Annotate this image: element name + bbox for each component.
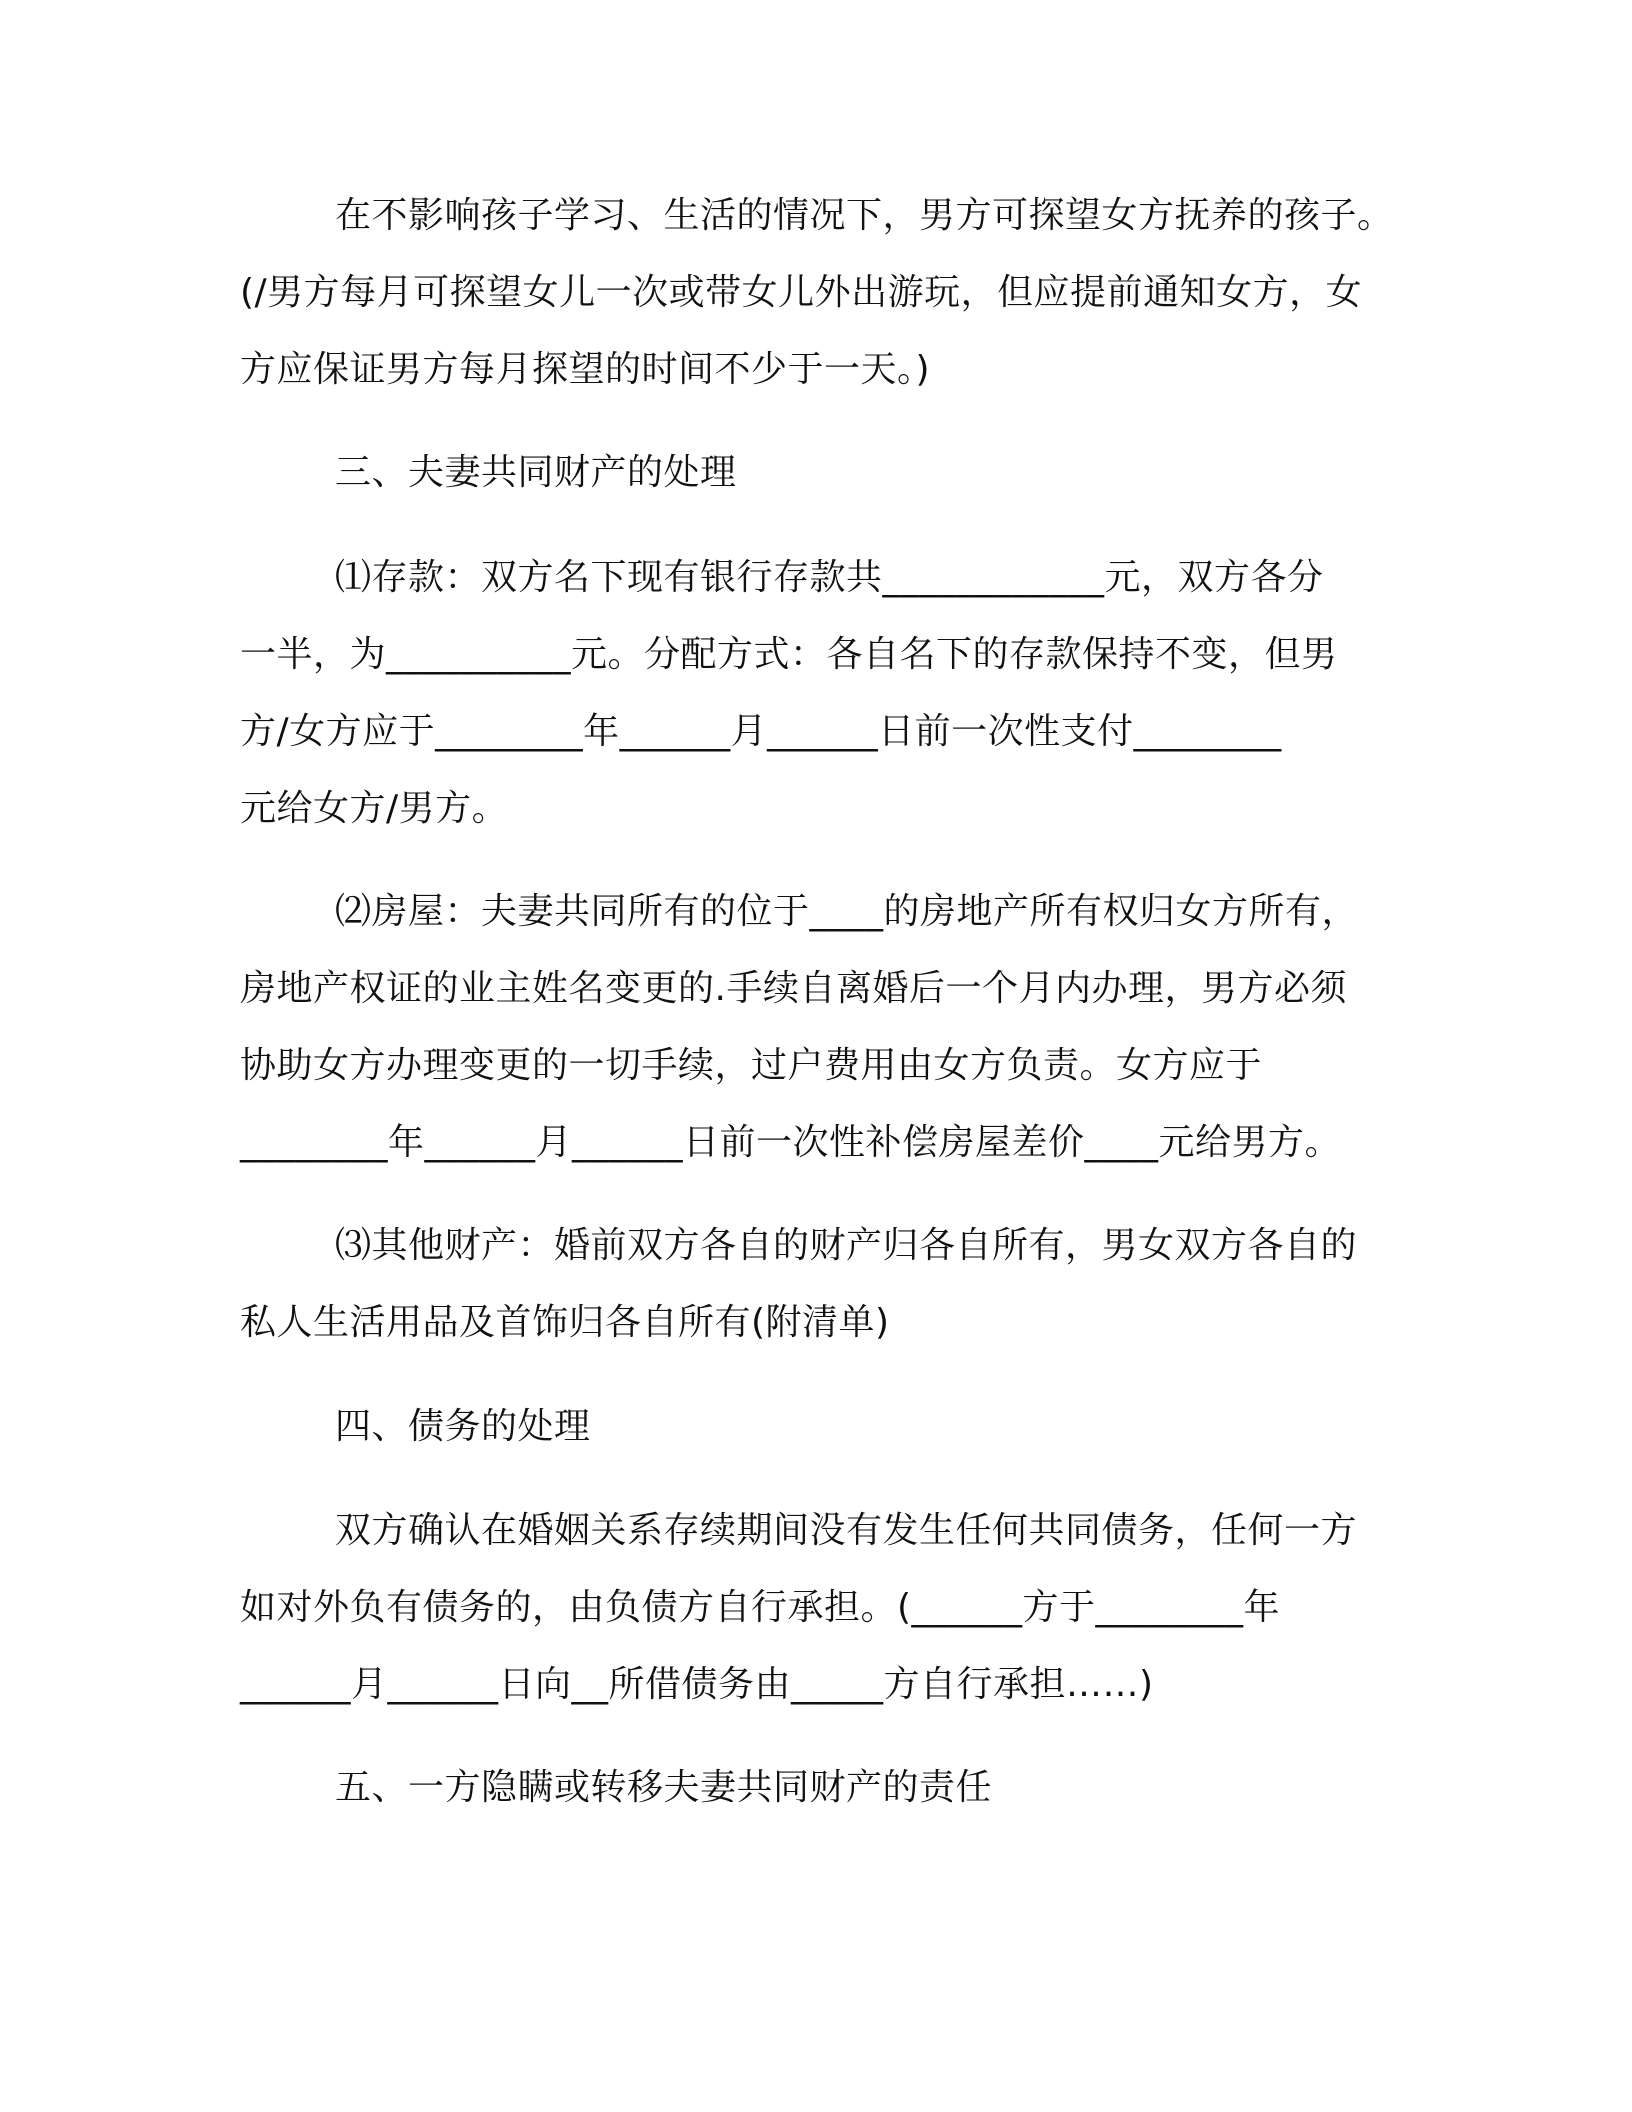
text-line: ______月______日向__所借债务由_____方自行承担……) [240, 1664, 1154, 1705]
text-line: 协助女方办理变更的一切手续，过户费用由女方负责。女方应于 [240, 1045, 1263, 1086]
text-line: ⑵房屋：夫妻共同所有的位于____的房地产所有权归女方所有， [335, 891, 1359, 932]
text-line: 一半，为__________元。分配方式：各自名下的存款保持不变，但男 [240, 634, 1338, 675]
text-line: 房地产权证的业主姓名变更的.手续自离婚后一个月内办理，男方必须 [240, 968, 1347, 1009]
section-heading: 三、夫妻共同财产的处理 [335, 452, 737, 493]
text-line: (/男方每月可探望女儿一次或带女儿外出游玩，但应提前通知女方，女 [240, 272, 1363, 313]
text-line: 元给女方/男方。 [240, 788, 509, 829]
text-line: 在不影响孩子学习、生活的情况下，男方可探望女方抚养的孩子。 [335, 195, 1394, 236]
section-heading: 四、债务的处理 [335, 1406, 591, 1447]
text-line: ________年______月______日前一次性补偿房屋差价____元给男方。 [240, 1122, 1342, 1163]
text-line: ⑶其他财产：婚前双方各自的财产归各自所有，男女双方各自的 [335, 1225, 1358, 1266]
text-line: 方/女方应于________年______月______日前一次性支付________ [240, 711, 1282, 752]
text-line: 方应保证男方每月探望的时间不少于一天。) [240, 349, 931, 390]
section-heading: 五、一方隐瞒或转移夫妻共同财产的责任 [335, 1767, 993, 1808]
text-line: 私人生活用品及首饰归各自所有(附清单) [240, 1302, 890, 1343]
text-line: ⑴存款：双方名下现有银行存款共____________元，双方各分 [335, 557, 1324, 598]
text-line: 如对外负有债务的，由负债方自行承担。(______方于________年 [240, 1587, 1281, 1628]
text-line: 双方确认在婚姻关系存续期间没有发生任何共同债务，任何一方 [335, 1510, 1358, 1551]
